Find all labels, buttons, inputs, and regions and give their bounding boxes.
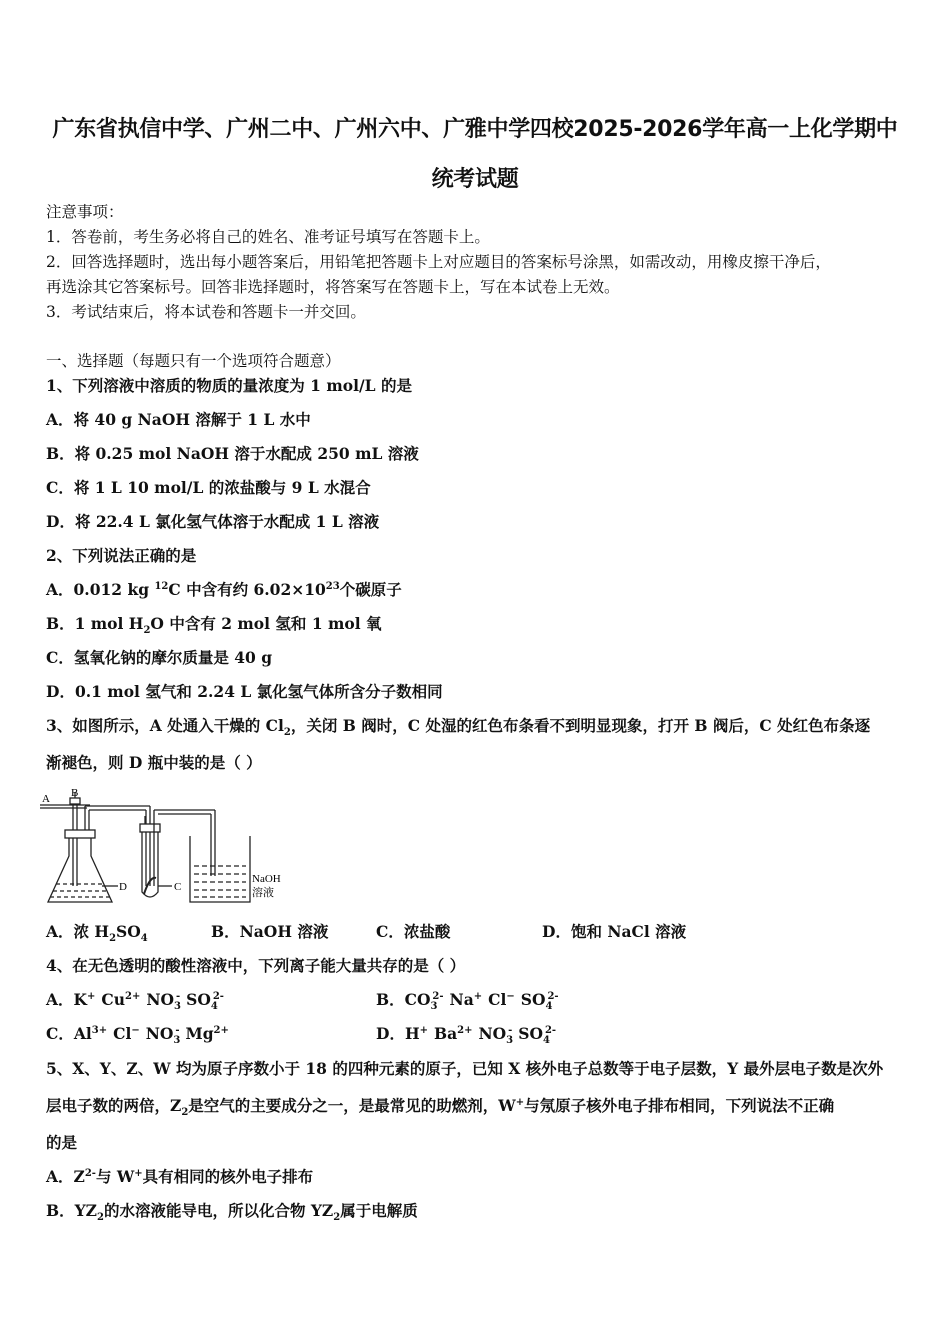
q4-option-label: D． bbox=[376, 1024, 405, 1043]
q2-option-d: D．0.1 mol 氢气和 2.24 L 氯化氢气体所含分子数相同 bbox=[46, 682, 443, 701]
label-solution: 溶液 bbox=[252, 887, 274, 899]
q5-stem-line1: 5、X、Y、Z、W 均为原子序数小于 18 的四种元素的原子，已知 X 核外电子总数等于电子层数，Y 最外层电子数是次外 bbox=[46, 1059, 884, 1078]
q4-option-c bbox=[46, 1024, 235, 1047]
notice-item-3: 3．考试结束后，将本试卷和答题卡一并交回。 bbox=[46, 303, 366, 321]
ion: $CO_3^{2-}$ bbox=[404, 990, 444, 1013]
ion: Cl− bbox=[113, 1024, 140, 1043]
q4-option-label: C． bbox=[46, 1024, 74, 1043]
ion: H+ bbox=[404, 1024, 428, 1043]
ion: $Al^{3+}$ bbox=[73, 1024, 108, 1043]
ion: $Mg^{2+}$ bbox=[185, 1024, 229, 1043]
notice-header: 注意事项： bbox=[46, 203, 124, 221]
ion: $SO_4^{2-}$ bbox=[186, 990, 224, 1013]
q3-stem-cont: 渐褪色，则 D 瓶中装的是（ ） bbox=[46, 753, 262, 772]
label-b: B bbox=[71, 787, 79, 799]
ion: Na+ bbox=[449, 990, 483, 1009]
ion: $NO_3^-$ bbox=[478, 1024, 514, 1047]
q2-option-a: A．0.012 kg $^{12}$C 中含有约 $6.02\times 10^{23}$个碳原子 bbox=[46, 580, 402, 599]
q1-option-b: B．将 0.25 mol NaOH 溶于水配成 250 mL 溶液 bbox=[46, 444, 419, 463]
label-c: C bbox=[174, 881, 182, 893]
ion: $Cu^{2+}$ bbox=[101, 990, 141, 1009]
title-line-2: 统考试题 bbox=[431, 167, 519, 192]
label-a: A bbox=[42, 793, 50, 805]
q3-option-c: C．浓盐酸 bbox=[376, 922, 451, 941]
ion: K+ bbox=[73, 990, 96, 1009]
title-line-1: 广东省执信中学、广州二中、广州六中、广雅中学四校2025-2026学年高一上化学期中 bbox=[52, 117, 898, 142]
label-d: D bbox=[119, 881, 127, 893]
q4-option-b bbox=[376, 990, 565, 1013]
ion: Cl− bbox=[488, 990, 515, 1009]
q2-option-c: C．氢氧化钠的摩尔质量是 40 g bbox=[46, 648, 273, 667]
q3-stem: 3、如图所示，A 处通入干燥的 $Cl_2$，关闭 B 阀时，C 处湿的红色布条看不到明显现象，打开 B 阀后，C 处红色布条逐 bbox=[46, 716, 871, 739]
label-naoh: NaOH bbox=[252, 873, 281, 885]
q5-stem-line2: 层电子数的两倍，$Z_2$是空气的主要成分之一，是最常见的助燃剂，W+与氖原子核外电子排布相同，下列说法不正确 bbox=[46, 1096, 835, 1119]
notice-item-2: 2．回答选择题时，选出每小题答案后，用铅笔把答题卡上对应题目的答案标号涂黑，如需改动，用橡皮擦干净后， bbox=[46, 253, 831, 271]
q5-option-a: A．$Z^{2-}$与 W+具有相同的核外电子排布 bbox=[46, 1167, 314, 1186]
q4-option-label: B． bbox=[376, 990, 405, 1009]
q4-option-label: A． bbox=[46, 990, 74, 1009]
q4-stem: 4、在无色透明的酸性溶液中，下列离子能大量共存的是（ ） bbox=[46, 956, 466, 975]
ion: $Ba^{2+}$ bbox=[434, 1024, 473, 1043]
ion: $NO_3^-$ bbox=[145, 1024, 181, 1047]
q2-option-b: B．1 mol $H_2O$ 中含有 2 mol 氢和 1 mol 氧 bbox=[46, 614, 382, 637]
ion: $NO_3^-$ bbox=[146, 990, 181, 1013]
q1-option-c: C．将 1 L 10 mol/L 的浓盐酸与 9 L 水混合 bbox=[46, 478, 371, 497]
q2-stem: 2、下列说法正确的是 bbox=[46, 546, 197, 565]
q5-option-b: B．$YZ_2$的水溶液能导电，所以化合物 $YZ_2$属于电解质 bbox=[46, 1201, 418, 1224]
q3-option-b: B．NaOH 溶液 bbox=[211, 922, 329, 941]
apparatus-diagram bbox=[40, 786, 300, 912]
q3-option-d: D．饱和 NaCl 溶液 bbox=[542, 922, 687, 941]
ion: $SO_4^{2-}$ bbox=[518, 1024, 557, 1047]
notice-item-1: 1．答卷前，考生务必将自己的姓名、准考证号填写在答题卡上。 bbox=[46, 228, 490, 246]
notice-item-2-cont: 再选涂其它答案标号。回答非选择题时，将答案写在答题卡上，写在本试卷上无效。 bbox=[46, 278, 620, 296]
q4-option-a bbox=[46, 990, 230, 1013]
q1-option-d: D．将 22.4 L 氯化氢气体溶于水配成 1 L 溶液 bbox=[46, 512, 380, 531]
q3-option-a: A．浓 $H_2SO_4$ bbox=[46, 922, 148, 945]
section-heading: 一、选择题（每题只有一个选项符合题意） bbox=[46, 352, 341, 370]
q1-option-a: A．将 40 g NaOH 溶解于 1 L 水中 bbox=[46, 410, 311, 429]
ion: $SO_4^{2-}$ bbox=[520, 990, 559, 1013]
q5-stem-line3: 的是 bbox=[46, 1133, 78, 1152]
q1-stem: 1、下列溶液中溶质的物质的量浓度为 1 mol/L 的是 bbox=[46, 376, 412, 395]
q4-option-d bbox=[376, 1024, 562, 1047]
